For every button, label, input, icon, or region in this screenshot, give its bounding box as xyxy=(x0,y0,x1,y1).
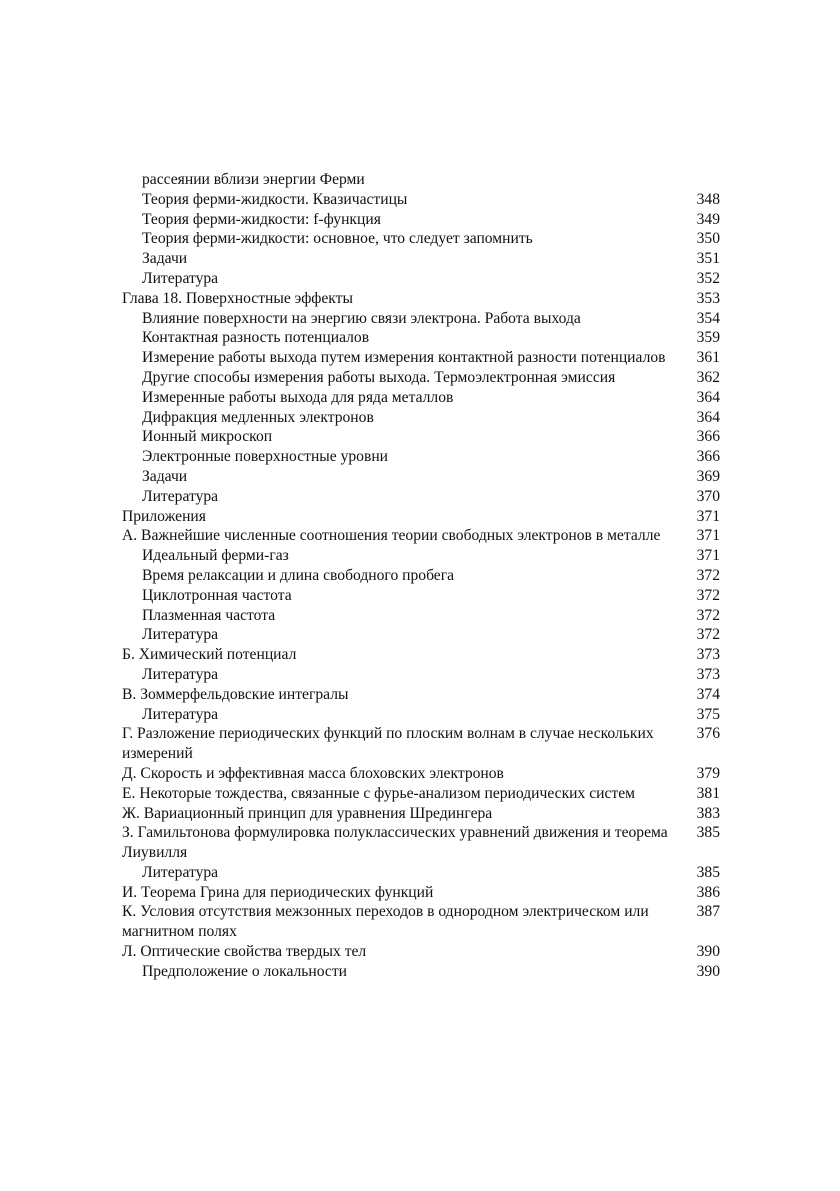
toc-entry-title: Л. Оптические свойства твердых тел xyxy=(122,943,367,961)
toc-entry-page: 371 xyxy=(696,527,720,545)
toc-entry-title: Задачи xyxy=(142,467,188,485)
toc-entry-page: 375 xyxy=(696,705,720,723)
toc-entry xyxy=(122,368,720,388)
toc-entry-title: Приложения xyxy=(122,507,206,525)
toc-entry-page: 372 xyxy=(696,586,720,604)
toc-entry-page: 366 xyxy=(696,428,720,446)
toc-entry-page: 373 xyxy=(696,646,720,664)
toc-entry xyxy=(122,170,720,190)
toc-entry-title: Дифракция медленных электронов xyxy=(142,408,374,426)
toc-entry xyxy=(122,724,720,764)
toc-entry xyxy=(122,784,720,804)
toc-entry xyxy=(122,309,720,329)
toc-entry-title: Теория ферми-жидкости: f-функция xyxy=(142,210,381,228)
toc-entry-title: Литература xyxy=(142,487,219,505)
toc-entry-page: 390 xyxy=(696,962,720,980)
toc-entry-title: Электронные поверхностные уровни xyxy=(142,448,389,466)
toc-entry-page: 349 xyxy=(696,210,720,228)
toc-entry xyxy=(122,427,720,447)
toc-entry xyxy=(122,269,720,289)
toc-entry xyxy=(122,645,720,665)
toc-entry-title: Влияние поверхности на энергию связи электрона. Работа выхода xyxy=(142,309,581,327)
toc-entry-page: 371 xyxy=(696,507,720,525)
toc-entry-page: 372 xyxy=(696,606,720,624)
toc-entry xyxy=(122,328,720,348)
toc-entry-title: В. Зоммерфельдовские интегралы xyxy=(122,685,349,703)
toc-entry-page: 354 xyxy=(696,309,720,327)
toc-entry-title: Измеренные работы выхода для ряда металлов xyxy=(142,388,454,406)
toc-entry-page: 381 xyxy=(696,784,720,802)
toc-entry-page: 352 xyxy=(696,269,720,287)
toc-entry xyxy=(122,665,720,685)
toc-entry xyxy=(122,408,720,428)
toc-entry-page xyxy=(688,170,720,190)
toc-entry-title: Литература xyxy=(142,626,219,644)
toc-entry-title: Глава 18. Поверхностные эффекты xyxy=(122,289,353,307)
toc-entry xyxy=(122,526,720,546)
toc-entry-page: 372 xyxy=(696,566,720,584)
toc-entry-page: 364 xyxy=(696,408,720,426)
toc-entry-title: Задачи xyxy=(142,250,188,268)
toc-entry xyxy=(122,606,720,626)
toc-entry-page: 351 xyxy=(696,250,720,268)
toc-entry-page: 359 xyxy=(696,329,720,347)
toc-entry-title: Литература xyxy=(142,863,219,881)
toc-entry xyxy=(122,883,720,903)
toc-entry-page: 373 xyxy=(696,665,720,683)
toc-entry-title: Теория ферми-жидкости: основное, что следует запомнить xyxy=(142,230,533,248)
toc-entry xyxy=(122,586,720,606)
toc-entry-page: 372 xyxy=(696,626,720,644)
toc-entry-title: Контактная разность потенциалов xyxy=(142,329,370,347)
toc-entry-page: 350 xyxy=(696,230,720,248)
toc-entry xyxy=(122,902,720,942)
toc-entry xyxy=(122,823,720,863)
toc-entry-title: И. Теорема Грина для периодических функций xyxy=(122,883,434,901)
toc-entry xyxy=(122,487,720,507)
toc-entry-page: 390 xyxy=(696,943,720,961)
toc-entry xyxy=(122,467,720,487)
toc-entry xyxy=(122,447,720,467)
toc-entry-page: 383 xyxy=(696,804,720,822)
toc-entry xyxy=(122,210,720,230)
toc-entry-title: Измерение работы выхода путем измерения контактной разности потенциалов xyxy=(142,349,666,367)
toc-entry-page: 385 xyxy=(696,863,720,881)
toc-entry-page: 369 xyxy=(696,467,720,485)
toc-entry-title: Плазменная частота xyxy=(142,606,276,624)
toc-entry-title: Литература xyxy=(142,269,219,287)
toc-entry xyxy=(122,804,720,824)
toc-entry xyxy=(122,507,720,527)
toc-entry-title: Ионный микроскоп xyxy=(142,428,273,446)
toc-entry-title: Ж. Вариационный принцип для уравнения Шредингера xyxy=(122,804,493,822)
toc-entry-title: Е. Некоторые тождества, связанные с фурье-анализом периодических систем xyxy=(122,784,636,802)
toc-entry-title: рассеянии вблизи энергии Ферми xyxy=(142,171,365,188)
toc-entry xyxy=(122,546,720,566)
toc-entry-title: Литература xyxy=(142,665,219,683)
toc-entry xyxy=(122,348,720,368)
toc-entry xyxy=(122,863,720,883)
toc-entry-title: А. Важнейшие численные соотношения теории свободных электронов в металле xyxy=(122,527,661,545)
toc-entry-title: Предположение о локальности xyxy=(142,962,348,980)
toc-entry xyxy=(122,190,720,210)
toc-entry-page: 353 xyxy=(696,289,720,307)
toc-entry-page: 362 xyxy=(696,368,720,386)
toc-entry-title: К. Условия отсутствия межзонных переходов в однородном электрическом или магнитном полях xyxy=(122,903,649,941)
toc-entry xyxy=(122,942,720,962)
toc-entry-title: Время релаксации и длина свободного пробега xyxy=(142,566,455,584)
toc-entry xyxy=(122,289,720,309)
toc-entry xyxy=(122,388,720,408)
toc-entry-title: Литература xyxy=(142,705,219,723)
toc-entry-page: 370 xyxy=(696,487,720,505)
toc-entry xyxy=(122,764,720,784)
toc-entry-page: 361 xyxy=(696,349,720,367)
toc-entry xyxy=(122,249,720,269)
toc-entry-title: Другие способы измерения работы выхода. Термоэлектронная эмиссия xyxy=(142,368,616,386)
toc-entry xyxy=(122,625,720,645)
toc-entry-page: 374 xyxy=(696,685,720,703)
toc-entry-page: 371 xyxy=(696,547,720,565)
toc-entry-page: 366 xyxy=(696,448,720,466)
toc-entry-page: 348 xyxy=(696,190,720,208)
toc-entry-page: 364 xyxy=(696,388,720,406)
toc-entry-title: З. Гамильтонова формулировка полуклассических уравнений движения и теорема Лиувилля xyxy=(122,824,668,862)
table-of-contents xyxy=(122,170,720,982)
toc-entry xyxy=(122,962,720,982)
toc-entry-title: Д. Скорость и эффективная масса блоховских электронов xyxy=(122,764,504,782)
toc-entry xyxy=(122,566,720,586)
toc-entry-page: 376 xyxy=(696,725,720,743)
toc-entry xyxy=(122,229,720,249)
toc-entry-title: Г. Разложение периодических функций по плоским волнам в случае нескольких измерений xyxy=(122,725,654,763)
toc-entry-title: Идеальный ферми-газ xyxy=(142,547,289,565)
toc-entry-page: 379 xyxy=(696,764,720,782)
toc-entry xyxy=(122,685,720,705)
toc-entry xyxy=(122,705,720,725)
toc-entry-title: Теория ферми-жидкости. Квазичастицы xyxy=(142,190,408,208)
toc-entry-page: 386 xyxy=(696,883,720,901)
toc-entry-page: 385 xyxy=(696,824,720,842)
toc-entry-page: 387 xyxy=(696,903,720,921)
toc-entry-title: Циклотронная частота xyxy=(142,586,292,604)
toc-entry-title: Б. Химический потенциал xyxy=(122,646,297,664)
